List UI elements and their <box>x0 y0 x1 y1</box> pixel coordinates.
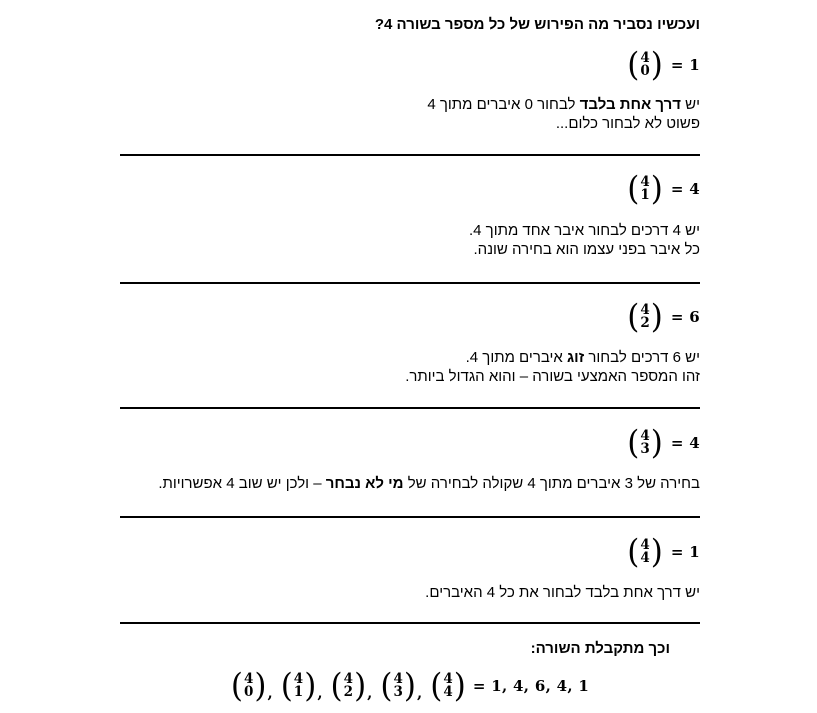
summary-section <box>120 640 700 704</box>
right-paren: ) <box>650 532 663 572</box>
explanation-line-2: כל איבר בפני עצמו הוא בחירה שונה. <box>473 241 700 258</box>
binomial-bottom: 3 <box>640 441 650 457</box>
explanation-line-1: יש דרך אחת בלבד לבחור 0 איברים מתוך 4 <box>427 96 700 113</box>
binomial-coefficient <box>627 169 663 209</box>
right-paren: ) <box>650 45 663 85</box>
left-paren: ( <box>627 532 640 572</box>
explanation-text <box>120 348 700 386</box>
right-paren: ) <box>650 169 663 209</box>
binomial-coefficient <box>330 666 367 706</box>
binomial-top: 4 <box>640 302 650 318</box>
left-paren: ( <box>330 666 343 706</box>
comma-separator: , <box>367 684 373 702</box>
summary-formula <box>120 668 700 704</box>
section-divider <box>120 282 700 284</box>
binomial-coefficient <box>430 666 466 706</box>
binomial-formula <box>120 297 700 337</box>
left-paren: ( <box>627 169 640 209</box>
binomial-top: 4 <box>243 671 254 687</box>
right-paren: ) <box>354 666 367 706</box>
binomial-bottom: 2 <box>640 315 650 331</box>
binomial-coefficient <box>627 423 663 463</box>
binomial-result: = 4 <box>670 434 700 452</box>
explanation-text <box>120 221 700 259</box>
binomial-bottom: 0 <box>640 63 650 79</box>
comma-separator: , <box>417 684 423 702</box>
binomial-coefficient <box>627 45 663 85</box>
binomial-bottom: 0 <box>243 684 254 700</box>
binomial-result: = 4 <box>670 180 700 198</box>
section-divider <box>120 516 700 518</box>
binomial-result: = 6 <box>670 308 700 326</box>
binomial-coefficient <box>280 666 317 706</box>
bold-phrase: דרך אחת בלבד <box>579 96 681 113</box>
section-divider <box>120 407 700 409</box>
explanation-line-1: יש 6 דרכים לבחור זוג איברים מתוך 4. <box>465 349 700 366</box>
right-paren: ) <box>453 666 466 706</box>
comma-separator: , <box>317 684 323 702</box>
bold-phrase: זוג <box>567 349 585 366</box>
binomial-formula <box>120 532 700 572</box>
binomial-top: 4 <box>640 174 650 190</box>
binomial-bottom: 2 <box>343 684 354 700</box>
explanation-line-1: יש 4 דרכים לבחור איבר אחד מתוך 4. <box>469 222 700 239</box>
bold-phrase: מי לא נבחר <box>325 475 404 492</box>
binomial-bottom: 1 <box>293 684 304 700</box>
explanation-line-2: פשוט לא לבחור כלום... <box>555 115 700 132</box>
right-paren: ) <box>403 666 417 706</box>
binomial-formula <box>120 45 700 85</box>
binomial-top: 4 <box>640 428 650 444</box>
binomial-section-0 <box>120 45 700 133</box>
binomial-formula <box>120 169 700 209</box>
explanation-line-2: זהו המספר האמצעי בשורה – והוא הגדול ביותר. <box>405 368 700 385</box>
binomial-formula <box>120 423 700 463</box>
binomial-top: 4 <box>640 537 650 553</box>
comma-separator: , <box>267 684 273 702</box>
binomial-top: 4 <box>293 671 304 687</box>
explanation-text <box>120 95 700 133</box>
binomial-top: 4 <box>443 671 453 687</box>
binomial-coefficient <box>230 666 267 706</box>
binomial-section-2 <box>120 297 700 386</box>
binomial-bottom: 4 <box>640 550 650 566</box>
explanation-line-1: בחירה של 3 איברים מתוך 4 שקולה לבחירה של מי לא נבחר – ולכן יש שוב 4 אפשרויות. <box>158 475 700 492</box>
binomial-top: 4 <box>343 671 354 687</box>
binomial-section-1 <box>120 169 700 259</box>
summary-heading: וכך מתקבלת השורה: <box>530 640 670 657</box>
binomial-top: 4 <box>640 50 650 66</box>
explanation-text <box>120 583 700 602</box>
left-paren: ( <box>627 423 640 463</box>
binomial-coefficient <box>627 297 663 337</box>
binomial-result: = 1 <box>670 543 700 561</box>
left-paren: ( <box>280 666 293 706</box>
binomial-result: = 1 <box>670 56 700 74</box>
right-paren: ) <box>254 666 267 706</box>
binomial-column <box>640 539 649 565</box>
left-paren: ( <box>430 666 443 706</box>
page-title: ועכשיו נסביר מה הפירוש של כל מספר בשורה 4? <box>374 16 700 33</box>
section-divider <box>120 154 700 156</box>
left-paren: ( <box>380 666 393 706</box>
right-paren: ) <box>304 666 317 706</box>
binomial-coefficient <box>380 666 417 706</box>
explanation-line-1: יש דרך אחת בלבד לבחור את כל 4 האיברים. <box>425 584 700 601</box>
binomial-bottom: 4 <box>443 684 453 700</box>
binomial-column <box>640 52 649 78</box>
binomial-coefficient <box>627 532 663 572</box>
binomial-section-4 <box>120 532 700 602</box>
binomial-column <box>640 430 649 456</box>
binomial-section-3 <box>120 423 700 493</box>
right-paren: ) <box>650 423 663 463</box>
section-divider <box>120 622 700 624</box>
row-values-result: = 1, 4, 6, 4, 1 <box>472 677 590 695</box>
binomial-top: 4 <box>393 671 403 687</box>
left-paren: ( <box>627 45 640 85</box>
binomial-column <box>640 176 649 202</box>
left-paren: ( <box>230 666 243 706</box>
explanation-text <box>120 474 700 493</box>
left-paren: ( <box>627 297 640 337</box>
right-paren: ) <box>650 297 663 337</box>
binomial-bottom: 3 <box>393 684 403 700</box>
binomial-bottom: 1 <box>640 187 650 203</box>
binomial-column <box>640 304 649 330</box>
